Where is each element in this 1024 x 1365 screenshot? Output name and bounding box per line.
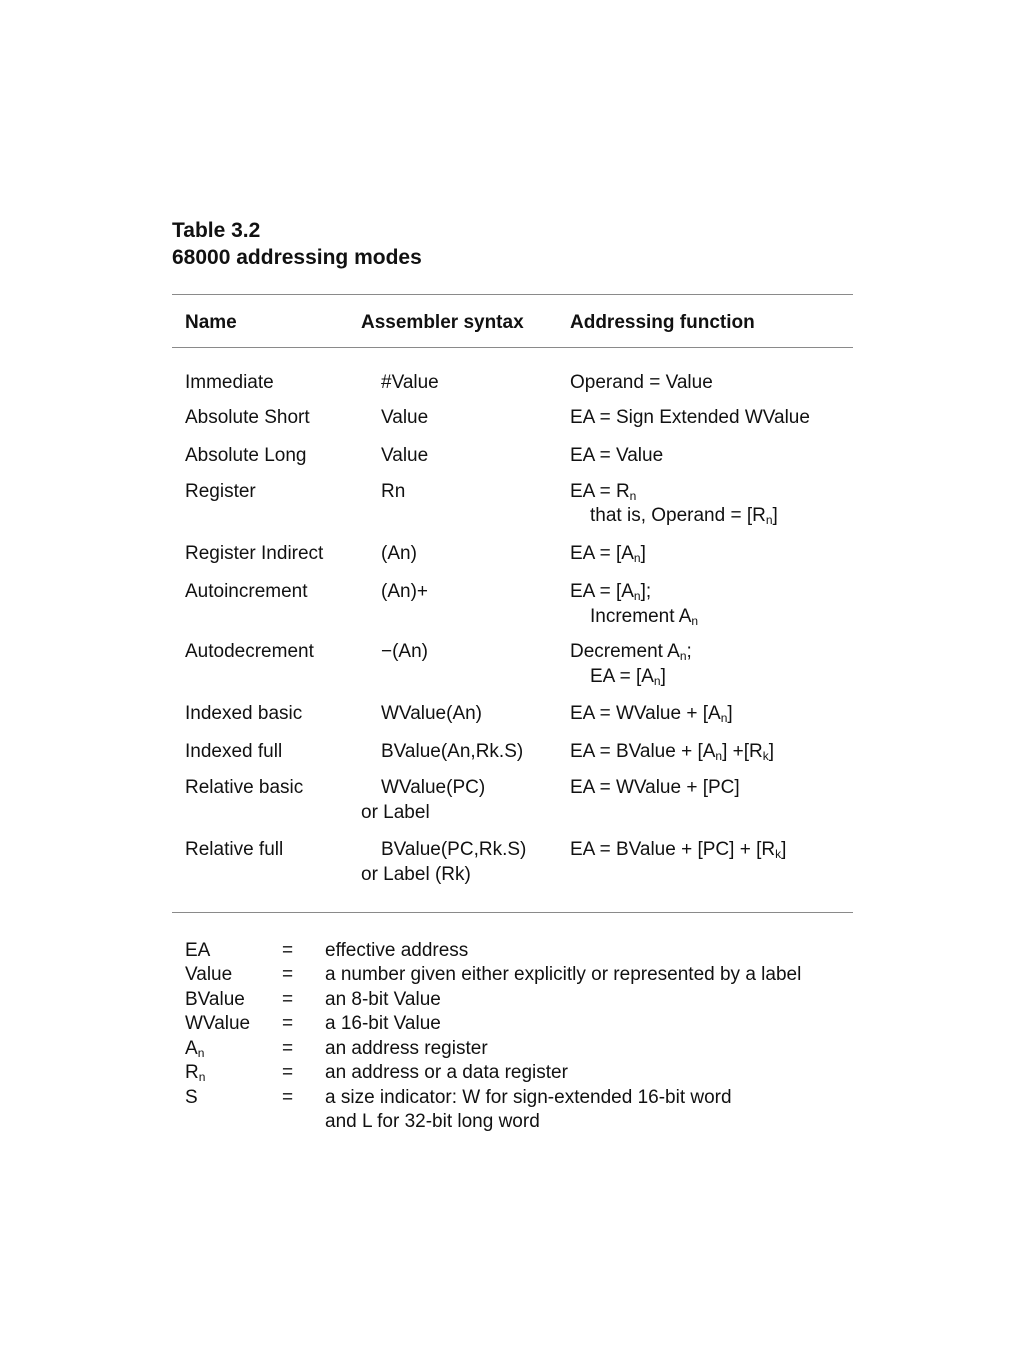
mode-syntax: BValue(An,Rk.S)	[381, 741, 524, 762]
mode-function	[570, 740, 774, 764]
legend-term: WValue	[185, 1013, 251, 1034]
mode-name: Absolute Short	[185, 407, 310, 428]
table-title: 68000 addressing modes	[172, 246, 422, 269]
mode-name: Indexed basic	[185, 703, 303, 724]
mode-function-line2	[590, 665, 666, 689]
function-subscript: k	[762, 749, 769, 763]
function-text: Decrement A	[570, 641, 680, 662]
function-subscript: n	[633, 551, 641, 565]
function-subscript: n	[653, 674, 661, 688]
table-caption	[172, 217, 422, 271]
legend-definition: an address or a data register	[325, 1062, 568, 1083]
mode-syntax: BValue(PC,Rk.S)	[381, 839, 527, 860]
function-text: EA = [A	[570, 581, 634, 602]
legend-equals: =	[282, 1062, 294, 1083]
function-text: EA = [A	[570, 543, 634, 564]
mode-function	[570, 838, 786, 862]
header-rule	[172, 347, 853, 348]
mode-syntax: Value	[381, 445, 429, 466]
legend-definition: a number given either explicitly or represented by a label	[325, 964, 802, 985]
mode-function	[570, 480, 636, 504]
legend-equals: =	[282, 1087, 294, 1108]
legend-term: BValue	[185, 989, 245, 1010]
mode-function-line2	[590, 605, 698, 629]
function-text: EA = R	[570, 481, 630, 502]
legend-definition: a 16-bit Value	[325, 1013, 441, 1034]
legend-equals: =	[282, 964, 294, 985]
mode-syntax: (An)+	[381, 581, 428, 602]
legend-term-subscript: n	[197, 1046, 205, 1060]
function-text: ]	[727, 703, 733, 724]
mode-function	[570, 702, 733, 726]
mode-name: Register	[185, 481, 256, 502]
mode-function	[570, 640, 692, 664]
mode-name: Autoincrement	[185, 581, 308, 602]
legend-equals: =	[282, 1013, 294, 1034]
legend-definition: an address register	[325, 1038, 488, 1059]
function-text: EA = WValue + [A	[570, 703, 721, 724]
legend-term	[185, 1037, 204, 1062]
legend-definition: effective address	[325, 940, 469, 961]
legend-definition: a size indicator: W for sign-extended 16-bit word	[325, 1087, 732, 1108]
function-text: Increment A	[590, 606, 692, 627]
legend-definition-line2: and L for 32-bit long word	[325, 1111, 540, 1132]
function-subscript: n	[691, 614, 699, 628]
mode-function: EA = Sign Extended WValue	[570, 407, 810, 428]
mode-function: EA = WValue + [PC]	[570, 777, 740, 798]
function-text: ;	[686, 641, 692, 662]
mode-syntax: Rn	[381, 481, 406, 502]
header-syntax: Assembler syntax	[361, 312, 524, 333]
mode-name: Immediate	[185, 372, 274, 393]
function-subscript: n	[679, 649, 687, 663]
top-rule	[172, 294, 853, 295]
legend-definition: an 8-bit Value	[325, 989, 441, 1010]
legend-term-text: R	[185, 1062, 199, 1083]
mode-function	[570, 580, 651, 604]
legend-term: Value	[185, 964, 233, 985]
function-text: EA = BValue + [A	[570, 741, 716, 762]
mode-syntax: Value	[381, 407, 429, 428]
function-subscript: n	[720, 711, 728, 725]
mode-syntax: WValue(An)	[381, 703, 483, 724]
header-function: Addressing function	[570, 312, 755, 333]
bottom-rule	[172, 912, 853, 913]
function-subscript: n	[765, 513, 773, 527]
function-text: ]	[772, 505, 778, 526]
legend-term	[185, 1061, 205, 1086]
function-subscript: n	[633, 589, 641, 603]
function-text: ]	[660, 666, 666, 687]
mode-syntax-line2: or Label (Rk)	[361, 864, 471, 885]
mode-name: Absolute Long	[185, 445, 307, 466]
function-text: ];	[640, 581, 652, 602]
mode-function: Operand = Value	[570, 372, 713, 393]
function-text: ]	[768, 741, 775, 762]
mode-syntax: −(An)	[381, 641, 428, 662]
legend-term-subscript: n	[198, 1070, 206, 1084]
function-subscript: k	[775, 847, 782, 861]
mode-function	[570, 542, 646, 566]
legend-term: S	[185, 1087, 198, 1108]
legend-equals: =	[282, 989, 294, 1010]
legend-equals: =	[282, 1038, 294, 1059]
function-text: EA = BValue + [PC] + [R	[570, 839, 776, 860]
mode-syntax: #Value	[381, 372, 439, 393]
mode-function: EA = Value	[570, 445, 664, 466]
mode-name: Register Indirect	[185, 543, 324, 564]
function-text: EA = [A	[590, 666, 654, 687]
mode-function-line2	[590, 504, 778, 528]
mode-name: Relative basic	[185, 777, 304, 798]
mode-name: Relative full	[185, 839, 284, 860]
mode-name: Autodecrement	[185, 641, 314, 662]
legend-term: EA	[185, 940, 211, 961]
mode-syntax-line2: or Label	[361, 802, 430, 823]
function-text: ] +[R	[722, 741, 763, 762]
header-name: Name	[185, 312, 237, 333]
legend-equals: =	[282, 940, 294, 961]
table-number: Table 3.2	[172, 219, 261, 242]
legend-term-text: A	[185, 1038, 198, 1059]
function-text: ]	[781, 839, 787, 860]
mode-syntax: (An)	[381, 543, 417, 564]
function-text: that is, Operand = [R	[590, 505, 766, 526]
mode-syntax: WValue(PC)	[381, 777, 486, 798]
mode-name: Indexed full	[185, 741, 283, 762]
function-subscript: n	[629, 489, 637, 503]
function-text: ]	[640, 543, 646, 564]
function-subscript: n	[715, 749, 723, 763]
